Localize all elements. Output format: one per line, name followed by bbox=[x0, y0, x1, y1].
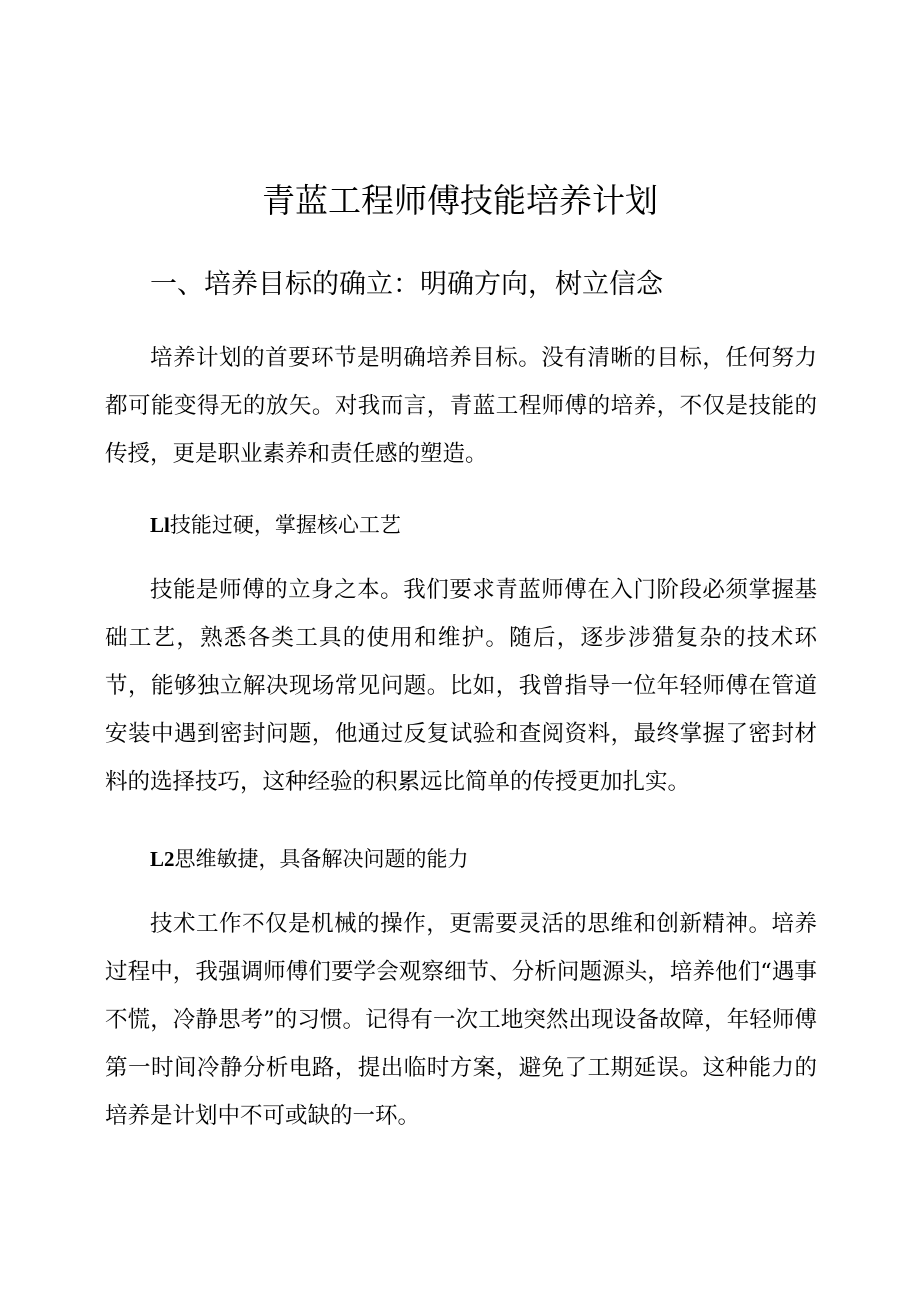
subsection-number: L2 bbox=[150, 847, 175, 871]
subsection-1-2-paragraph: 技术工作不仅是机械的操作，更需要灵活的思维和创新精神。培养过程中，我强调师傅们要学会观察细节、分析问题源头，培养他们“遇事不慌，冷静思考”的习惯。记得有一次工地突然出现设备故障，年轻师傅第一时间冷静分析电路，提出临时方案，避免了工期延误。这种能力的培养是计划中不可或缺的一环。 bbox=[105, 911, 817, 1129]
subsection-heading-1-2 bbox=[150, 844, 469, 874]
subsection-1-1-paragraph: 技能是师傅的立身之本。我们要求青蓝师傅在入门阶段必须掌握基础工艺，熟悉各类工具的使用和维护。随后，逐步涉猎复杂的技术环节，能够独立解决现场常见问题。比如，我曾指导一位年轻师傅在管道安装中遇到密封问题，他通过反复试验和查阅资料，最终掌握了密封材料的选择技巧，这种经验的积累远比简单的传授更加扎实。 bbox=[105, 577, 817, 795]
document-title: 青蓝工程师傅技能培养计划 bbox=[262, 181, 658, 220]
subsection-title: 思维敏捷，具备解决问题的能力 bbox=[174, 847, 469, 871]
subsection-number: Ll bbox=[150, 513, 170, 537]
section-1-intro-paragraph: 培养计划的首要环节是明确培养目标。没有清晰的目标，任何努力都可能变得无的放矢。对我而言，青蓝工程师傅的培养，不仅是技能的传授，更是职业素养和责任感的塑造。 bbox=[105, 345, 817, 467]
subsection-title: 技能过硬，掌握核心工艺 bbox=[169, 513, 401, 537]
section-heading-1: 一、培养目标的确立：明确方向，树立信念 bbox=[150, 269, 663, 300]
subsection-heading-1-1 bbox=[150, 510, 401, 540]
